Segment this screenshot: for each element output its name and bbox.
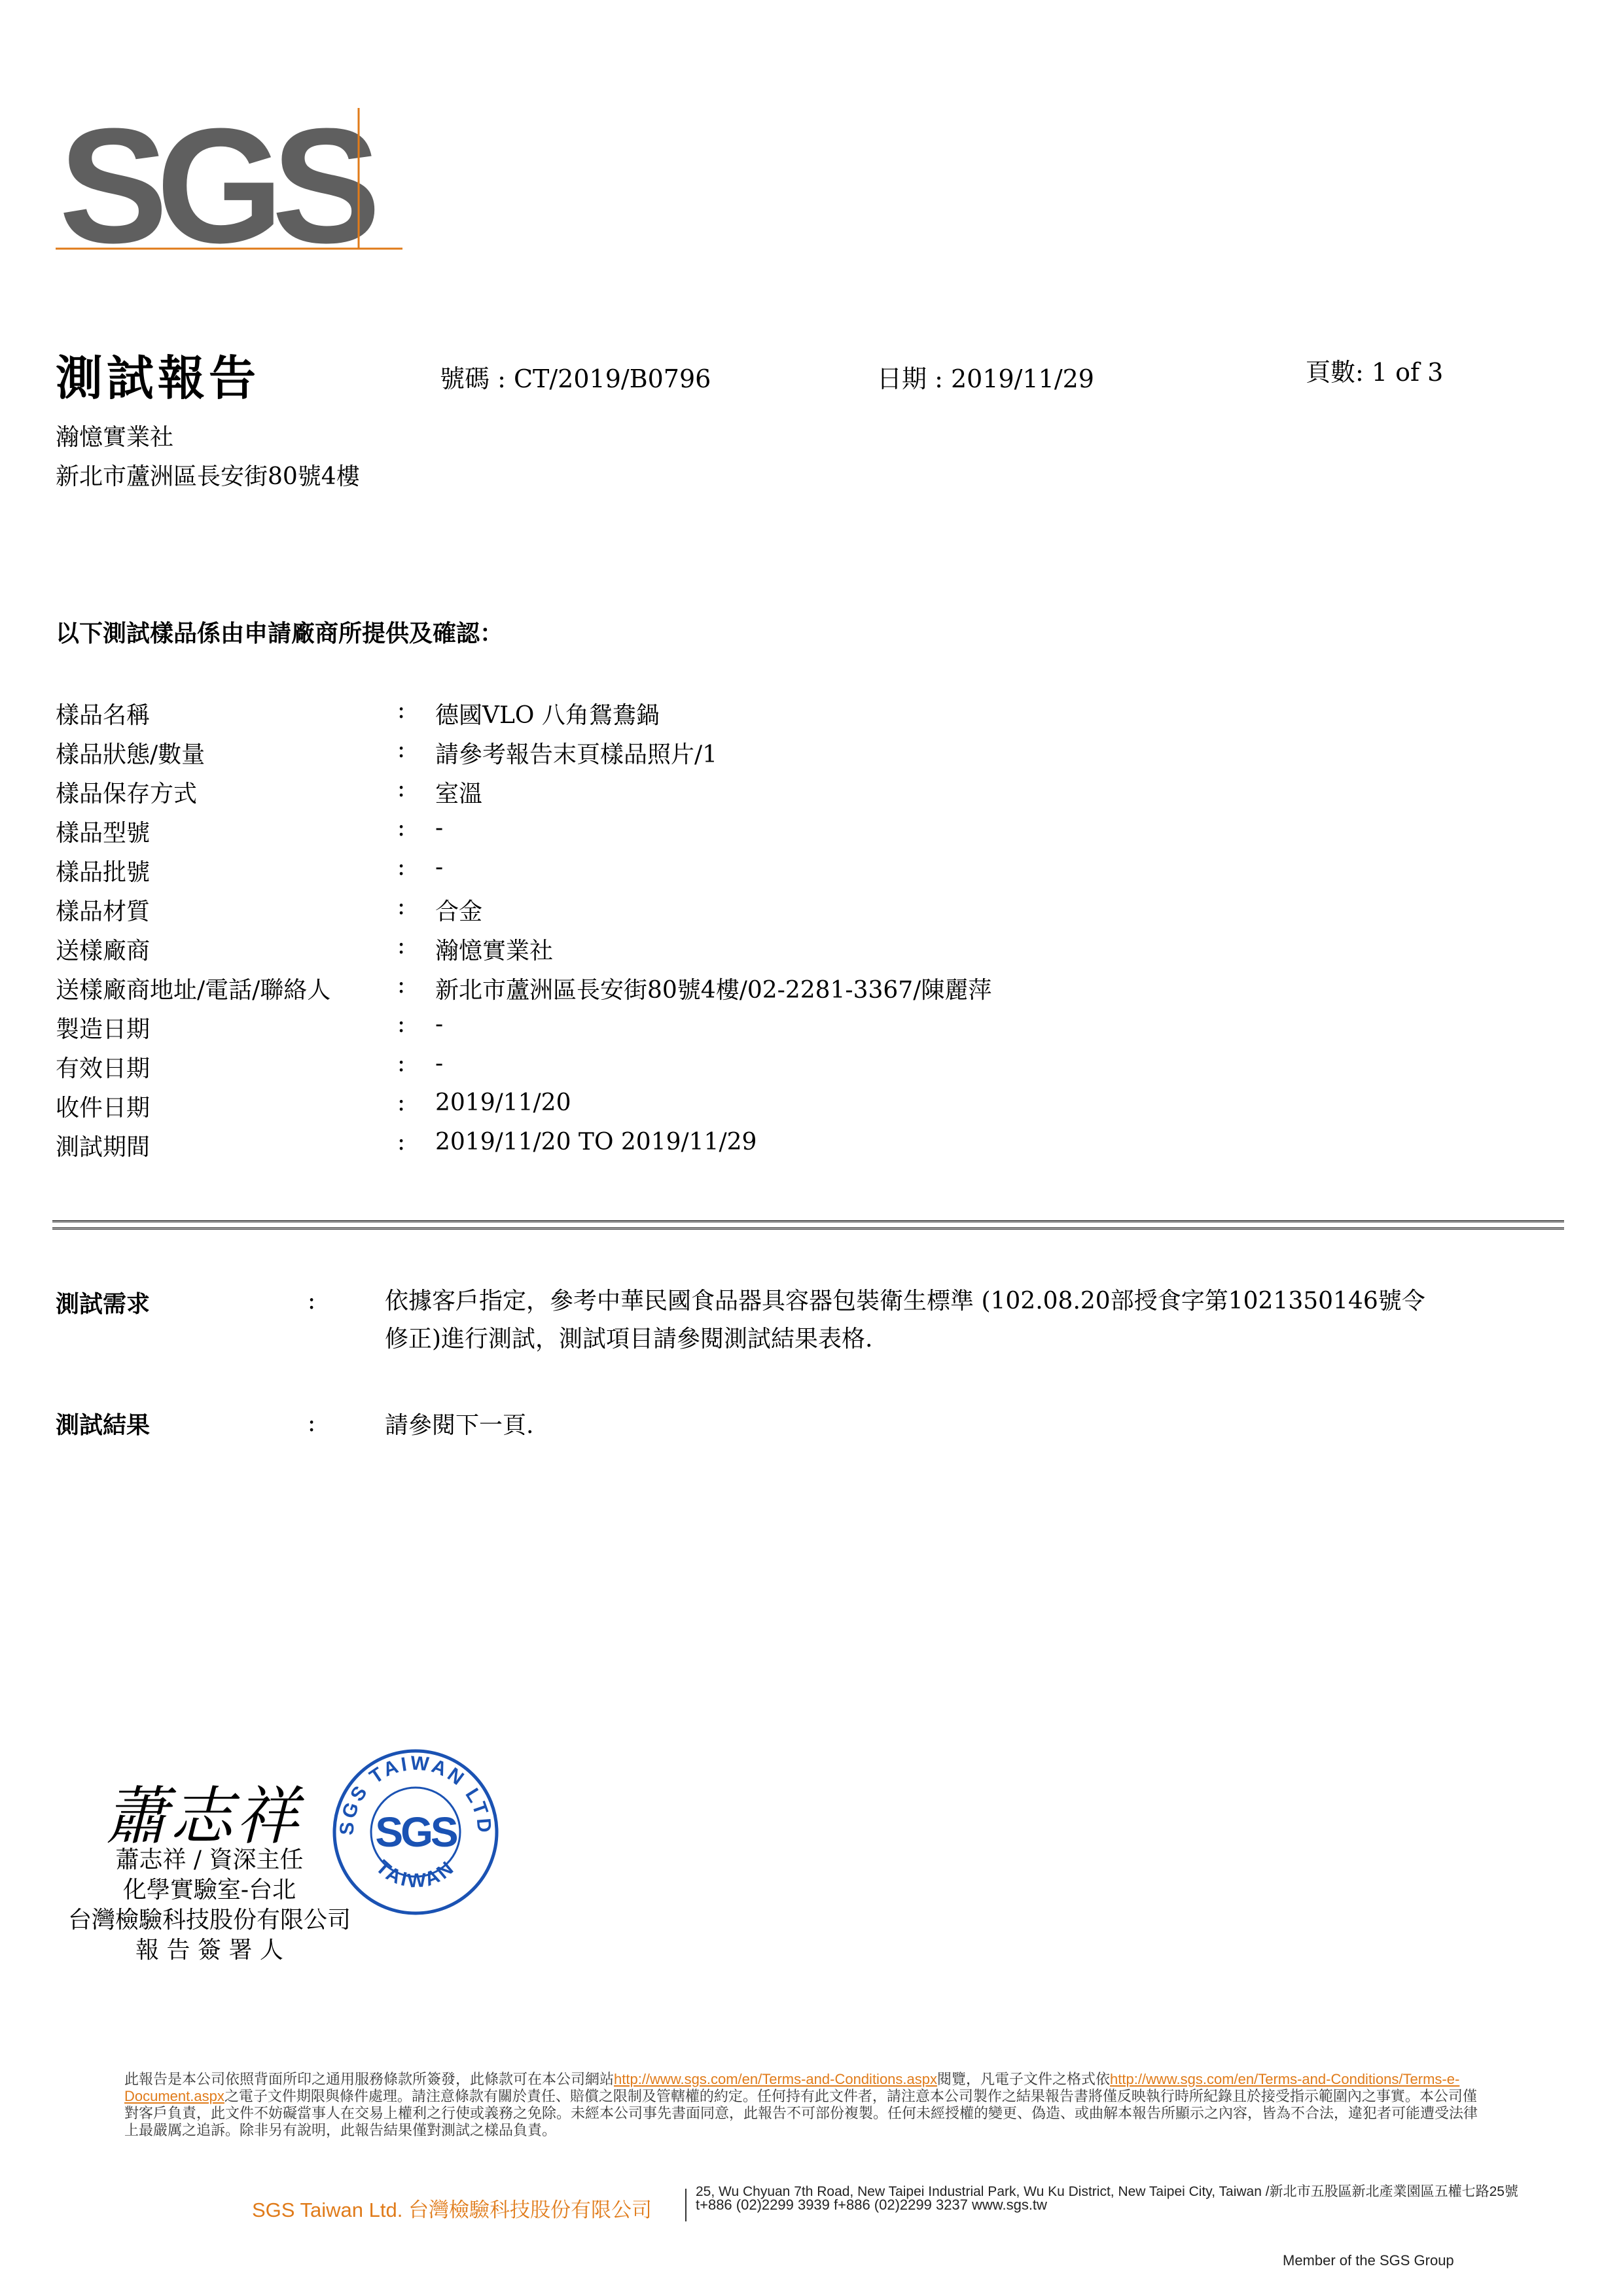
seal-center-text: SGS bbox=[375, 1809, 456, 1856]
field-row bbox=[56, 972, 1561, 1011]
field-colon: : bbox=[397, 893, 406, 920]
field-value: 2019/11/20 TO 2019/11/29 bbox=[435, 1129, 757, 1156]
disclaimer-part-3: 之電子文件期限與條件處理。請注意條款有關於責任、賠償之限制及管轄權的約定。任何持有此文件者，請注意本公司製作之結果報告書將僅反映執行時所紀錄且於接受指示範圍內之事實。本公司僅對客戶負責，此文件不妨礙當事人在交易上權利之行使或義務之免除。未經本公司事先書面同意，此報告不可部份複製。任何未經授權的變更、偽造、或曲解本報告所顯示之內容，皆為不合法，違犯者可能遭受法律上最嚴厲之追訴。除非另有說明，此報告結果僅對測試之樣品負責。 bbox=[124, 2088, 1478, 2138]
logo-text: SGS bbox=[59, 108, 369, 258]
field-label: 樣品批號 bbox=[56, 859, 151, 886]
field-value: 瀚憶實業社 bbox=[435, 938, 554, 964]
footer-address: 25, Wu Chyuan 7th Road, New Taipei Industrial Park, Wu Ku District, New Taipei City, Taiwan /新北市五股區新北產業園區五權七路25號 bbox=[696, 2184, 1518, 2199]
intro-statement: 以下測試樣品係由申請廠商所提供及確認： bbox=[56, 620, 504, 647]
signatory-block bbox=[39, 1845, 380, 1966]
field-row bbox=[56, 932, 1561, 972]
requirement-colon: : bbox=[308, 1288, 316, 1315]
footer-contact: t+886 (02)2299 3939 f+886 (02)2299 3237 www.sgs.tw bbox=[696, 2197, 1047, 2213]
field-colon: : bbox=[397, 1089, 406, 1116]
field-colon: : bbox=[397, 1011, 406, 1038]
result-label: 測試結果 bbox=[56, 1411, 151, 1439]
signatory-role: 報 告 簽 署 人 bbox=[135, 1937, 283, 1964]
field-value: 合金 bbox=[435, 898, 483, 925]
field-row bbox=[56, 815, 1561, 854]
sgs-taiwan-seal bbox=[330, 1747, 501, 1917]
field-colon: : bbox=[397, 932, 406, 959]
signatory-title: 蕭志祥 / 資深主任 bbox=[115, 1846, 304, 1873]
disclaimer bbox=[124, 2071, 1479, 2139]
handwritten-signature: 蕭志祥 bbox=[105, 1780, 301, 1853]
terms-e-document-link[interactable]: http://www.sgs.com/en/Terms-and-Conditions/Terms-e-Document.aspx bbox=[124, 2071, 1460, 2104]
field-label: 樣品型號 bbox=[56, 820, 151, 847]
report-date: 日期 : 2019/11/29 bbox=[877, 364, 1094, 393]
field-colon: : bbox=[397, 815, 406, 841]
field-row bbox=[56, 1011, 1561, 1050]
report-number: 號碼 : CT/2019/B0796 bbox=[440, 364, 711, 393]
field-value: 請參考報告末頁樣品照片/1 bbox=[435, 741, 718, 768]
field-label: 樣品保存方式 bbox=[56, 781, 198, 807]
field-label: 樣品材質 bbox=[56, 898, 151, 925]
terms-link[interactable]: http://www.sgs.com/en/Terms-and-Conditions.aspx bbox=[614, 2071, 937, 2087]
result-value: 請參閱下一頁. bbox=[385, 1412, 534, 1439]
field-label: 收件日期 bbox=[56, 1095, 151, 1122]
field-colon: : bbox=[397, 854, 406, 881]
field-colon: : bbox=[397, 775, 406, 802]
field-value: 2019/11/20 bbox=[435, 1089, 571, 1116]
field-label: 樣品狀態/數量 bbox=[56, 741, 205, 768]
footer-member: Member of the SGS Group bbox=[1283, 2252, 1454, 2269]
report-title: 測試報告 bbox=[56, 350, 260, 406]
footer-separator bbox=[685, 2189, 687, 2221]
client-name: 瀚憶實業社 bbox=[56, 424, 174, 451]
field-row bbox=[56, 736, 1561, 775]
disclaimer-part-2: 閱覽，凡電子文件之格式依 bbox=[937, 2071, 1111, 2087]
field-row bbox=[56, 775, 1561, 815]
field-value: - bbox=[435, 854, 444, 881]
field-value: 室溫 bbox=[435, 781, 483, 807]
field-label: 有效日期 bbox=[56, 1055, 151, 1082]
field-colon: : bbox=[397, 1129, 406, 1156]
field-value: 新北市蘆洲區長安街80號4樓/02-2281-3367/陳麗萍 bbox=[435, 977, 992, 1004]
field-colon: : bbox=[397, 736, 406, 763]
field-colon: : bbox=[397, 972, 406, 998]
requirement-line-1: 依據客戶指定，參考中華民國食品器具容器包裝衛生標準 (102.08.20部授食字第1021350146號令 bbox=[385, 1288, 1425, 1315]
client-address: 新北市蘆洲區長安街80號4樓 bbox=[56, 463, 360, 490]
page-count: 頁數: 1 of 3 bbox=[1306, 358, 1444, 387]
field-row bbox=[56, 854, 1561, 893]
seal-top-text: SGS TAIWAN LTD bbox=[336, 1752, 495, 1836]
field-label: 樣品名稱 bbox=[56, 702, 151, 729]
sgs-logo bbox=[56, 108, 409, 258]
disclaimer-part-1: 此報告是本公司依照背面所印之通用服務條款所簽發，此條款可在本公司網站 bbox=[124, 2071, 615, 2087]
field-value: - bbox=[435, 815, 444, 841]
field-label: 送樣廠商 bbox=[56, 938, 151, 964]
signatory-lab: 化學實驗室-台北 bbox=[122, 1877, 296, 1903]
field-value: - bbox=[435, 1011, 444, 1038]
field-colon: : bbox=[397, 697, 406, 724]
field-value: - bbox=[435, 1050, 444, 1077]
svg-text:TAIWAN bbox=[372, 1856, 459, 1892]
field-label: 製造日期 bbox=[56, 1016, 151, 1043]
footer-company: SGS Taiwan Ltd. 台灣檢驗科技股份有限公司 bbox=[252, 2199, 652, 2221]
field-row bbox=[56, 1050, 1561, 1089]
double-rule-divider bbox=[52, 1220, 1564, 1229]
requirement-text bbox=[385, 1282, 1556, 1358]
field-row bbox=[56, 1089, 1561, 1129]
field-row bbox=[56, 893, 1561, 932]
field-label: 測試期間 bbox=[56, 1134, 151, 1161]
requirement-line-2: 修正)進行測試，測試項目請參閱測試結果表格. bbox=[385, 1326, 873, 1352]
field-row bbox=[56, 1129, 1561, 1168]
seal-bottom-text: TAIWAN bbox=[371, 1856, 460, 1892]
signatory-company: 台灣檢驗科技股份有限公司 bbox=[67, 1907, 351, 1934]
field-row bbox=[56, 697, 1561, 736]
result-colon: : bbox=[308, 1410, 316, 1437]
field-value: 德國VLO 八角鴛鴦鍋 bbox=[435, 702, 660, 729]
field-label: 送樣廠商地址/電話/聯絡人 bbox=[56, 977, 331, 1004]
requirement-label: 測試需求 bbox=[56, 1290, 151, 1318]
field-colon: : bbox=[397, 1050, 406, 1077]
